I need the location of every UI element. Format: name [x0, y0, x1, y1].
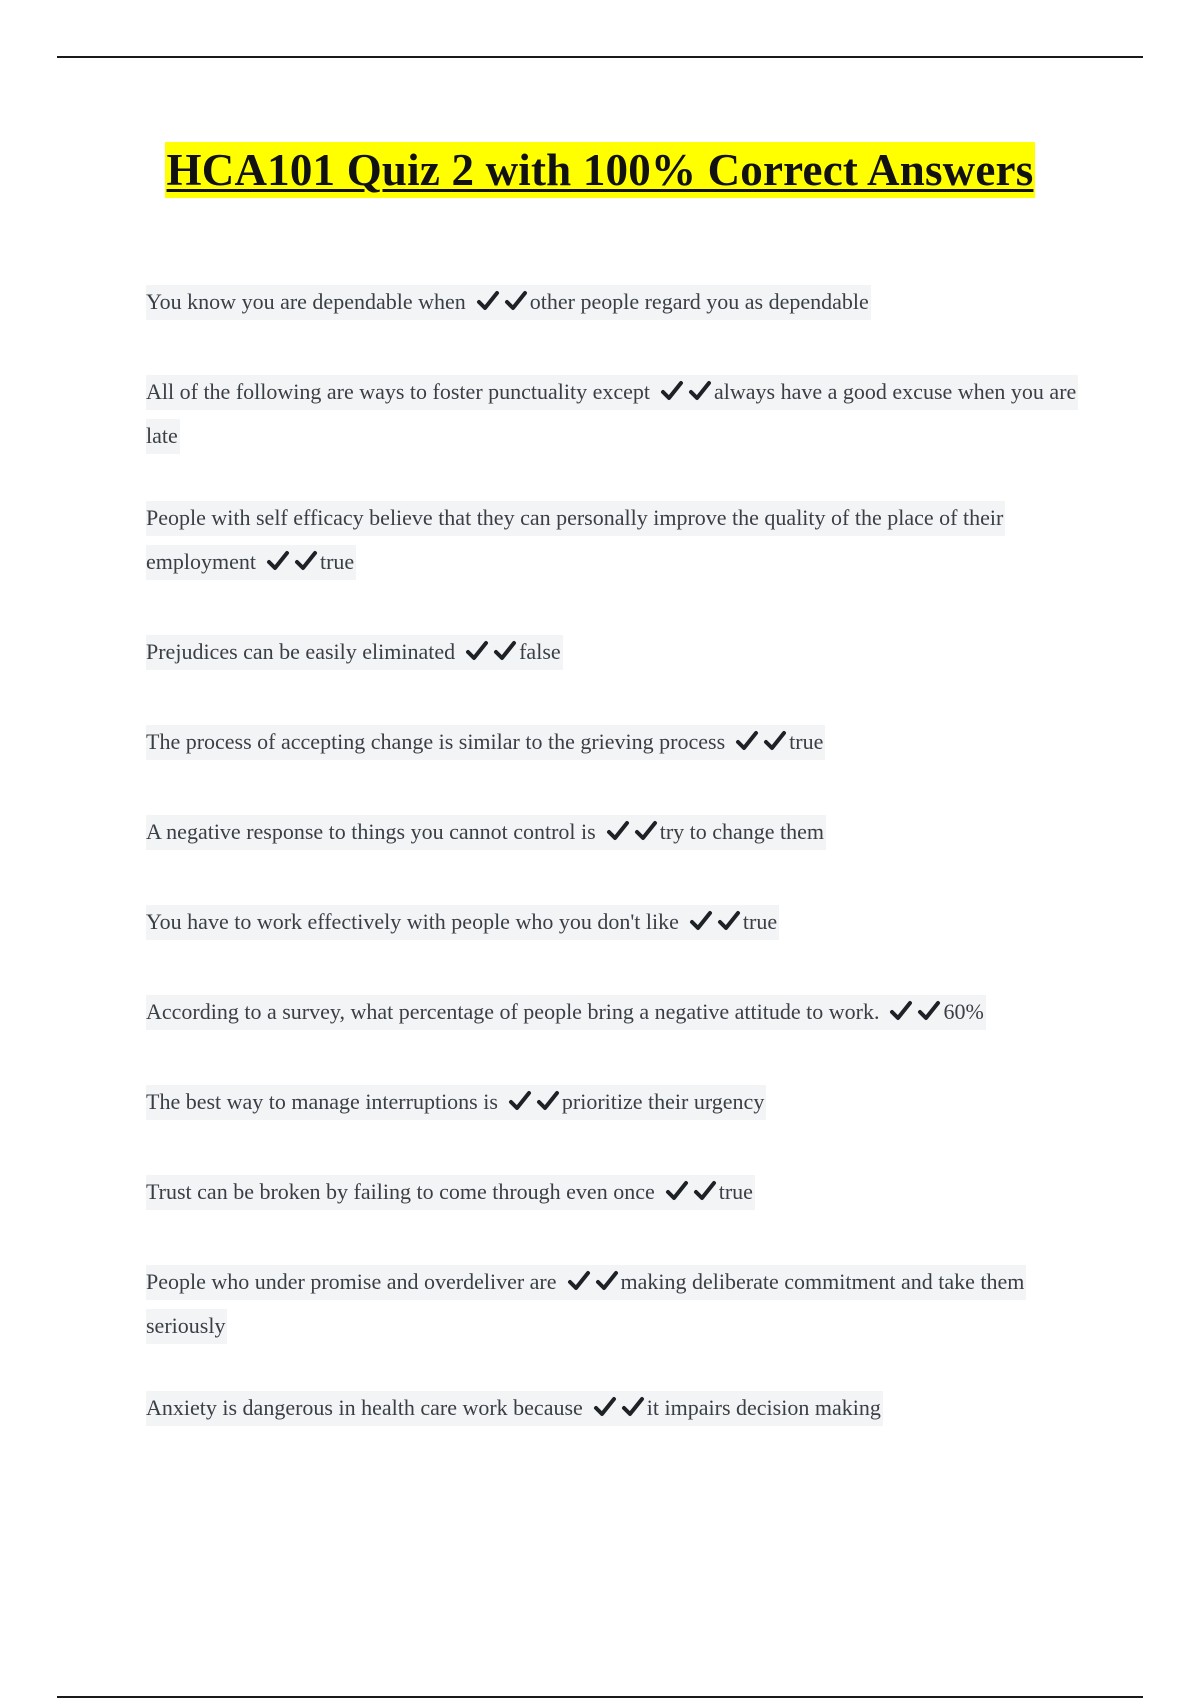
check-icon — [508, 1090, 532, 1112]
question-text: You know you are dependable when — [146, 289, 466, 314]
qa-item — [146, 1080, 1096, 1124]
check-icon — [593, 1396, 617, 1418]
answer-text: always have a good excuse when you are late — [146, 379, 1077, 448]
check-icon — [493, 640, 517, 662]
answer-text: true — [742, 909, 778, 934]
check-icon — [917, 1000, 941, 1022]
qa-item — [146, 810, 1096, 854]
question-text: According to a survey, what percentage of people bring a negative attitude to work. — [146, 999, 880, 1024]
check-icon — [693, 1180, 717, 1202]
qa-item — [146, 496, 1096, 584]
check-icon — [717, 910, 741, 932]
check-icon — [536, 1090, 560, 1112]
check-icon — [735, 730, 759, 752]
question-text: Anxiety is dangerous in health care work because — [146, 1395, 583, 1420]
question-text: People who under promise and overdeliver are — [146, 1269, 557, 1294]
document-title: HCA101 Quiz 2 with 100% Correct Answers — [165, 142, 1036, 198]
qa-item — [146, 990, 1096, 1034]
check-icon — [266, 550, 290, 572]
check-icon — [689, 910, 713, 932]
check-icon — [567, 1270, 591, 1292]
qa-item — [146, 1260, 1096, 1348]
question-text: People with self efficacy believe that they can personally improve the quality of the place of their employment — [146, 505, 1004, 574]
check-icon — [665, 1180, 689, 1202]
question-text: The best way to manage interruptions is — [146, 1089, 498, 1114]
check-icon — [476, 290, 500, 312]
question-text: Prejudices can be easily eliminated — [146, 639, 456, 664]
question-text: All of the following are ways to foster punctuality except — [146, 379, 651, 404]
check-icon — [465, 640, 489, 662]
check-icon — [294, 550, 318, 572]
check-icon — [634, 820, 658, 842]
qa-item — [146, 720, 1096, 764]
question-text: Trust can be broken by failing to come through even once — [146, 1179, 655, 1204]
answer-text: true — [319, 549, 355, 574]
answer-text: true — [789, 729, 824, 754]
qa-item — [146, 1386, 1096, 1430]
answer-text: other people regard you as dependable — [529, 289, 869, 314]
answer-text: it impairs decision making — [646, 1395, 881, 1420]
question-text: The process of accepting change is similar to the grieving process — [146, 729, 726, 754]
qa-list — [146, 280, 1096, 1430]
qa-item — [146, 280, 1096, 324]
check-icon — [688, 380, 712, 402]
check-icon — [606, 820, 630, 842]
check-icon — [595, 1270, 619, 1292]
answer-text: 60% — [943, 999, 984, 1024]
answer-text: try to change them — [659, 819, 825, 844]
qa-item — [146, 630, 1096, 674]
bottom-rule — [57, 1696, 1143, 1698]
check-icon — [504, 290, 528, 312]
question-text: A negative response to things you cannot control is — [146, 819, 596, 844]
qa-item — [146, 900, 1096, 944]
title-container — [0, 142, 1200, 198]
answer-text: prioritize their urgency — [561, 1089, 765, 1114]
top-rule — [57, 56, 1143, 58]
answer-text: making deliberate commitment and take them seriously — [146, 1269, 1025, 1338]
check-icon — [889, 1000, 913, 1022]
check-icon — [763, 730, 787, 752]
qa-item — [146, 370, 1096, 458]
check-icon — [660, 380, 684, 402]
qa-item — [146, 1170, 1096, 1214]
check-icon — [621, 1396, 645, 1418]
answer-text: false — [519, 639, 561, 664]
answer-text: true — [718, 1179, 753, 1204]
question-text: You have to work effectively with people who you don't like — [146, 909, 679, 934]
